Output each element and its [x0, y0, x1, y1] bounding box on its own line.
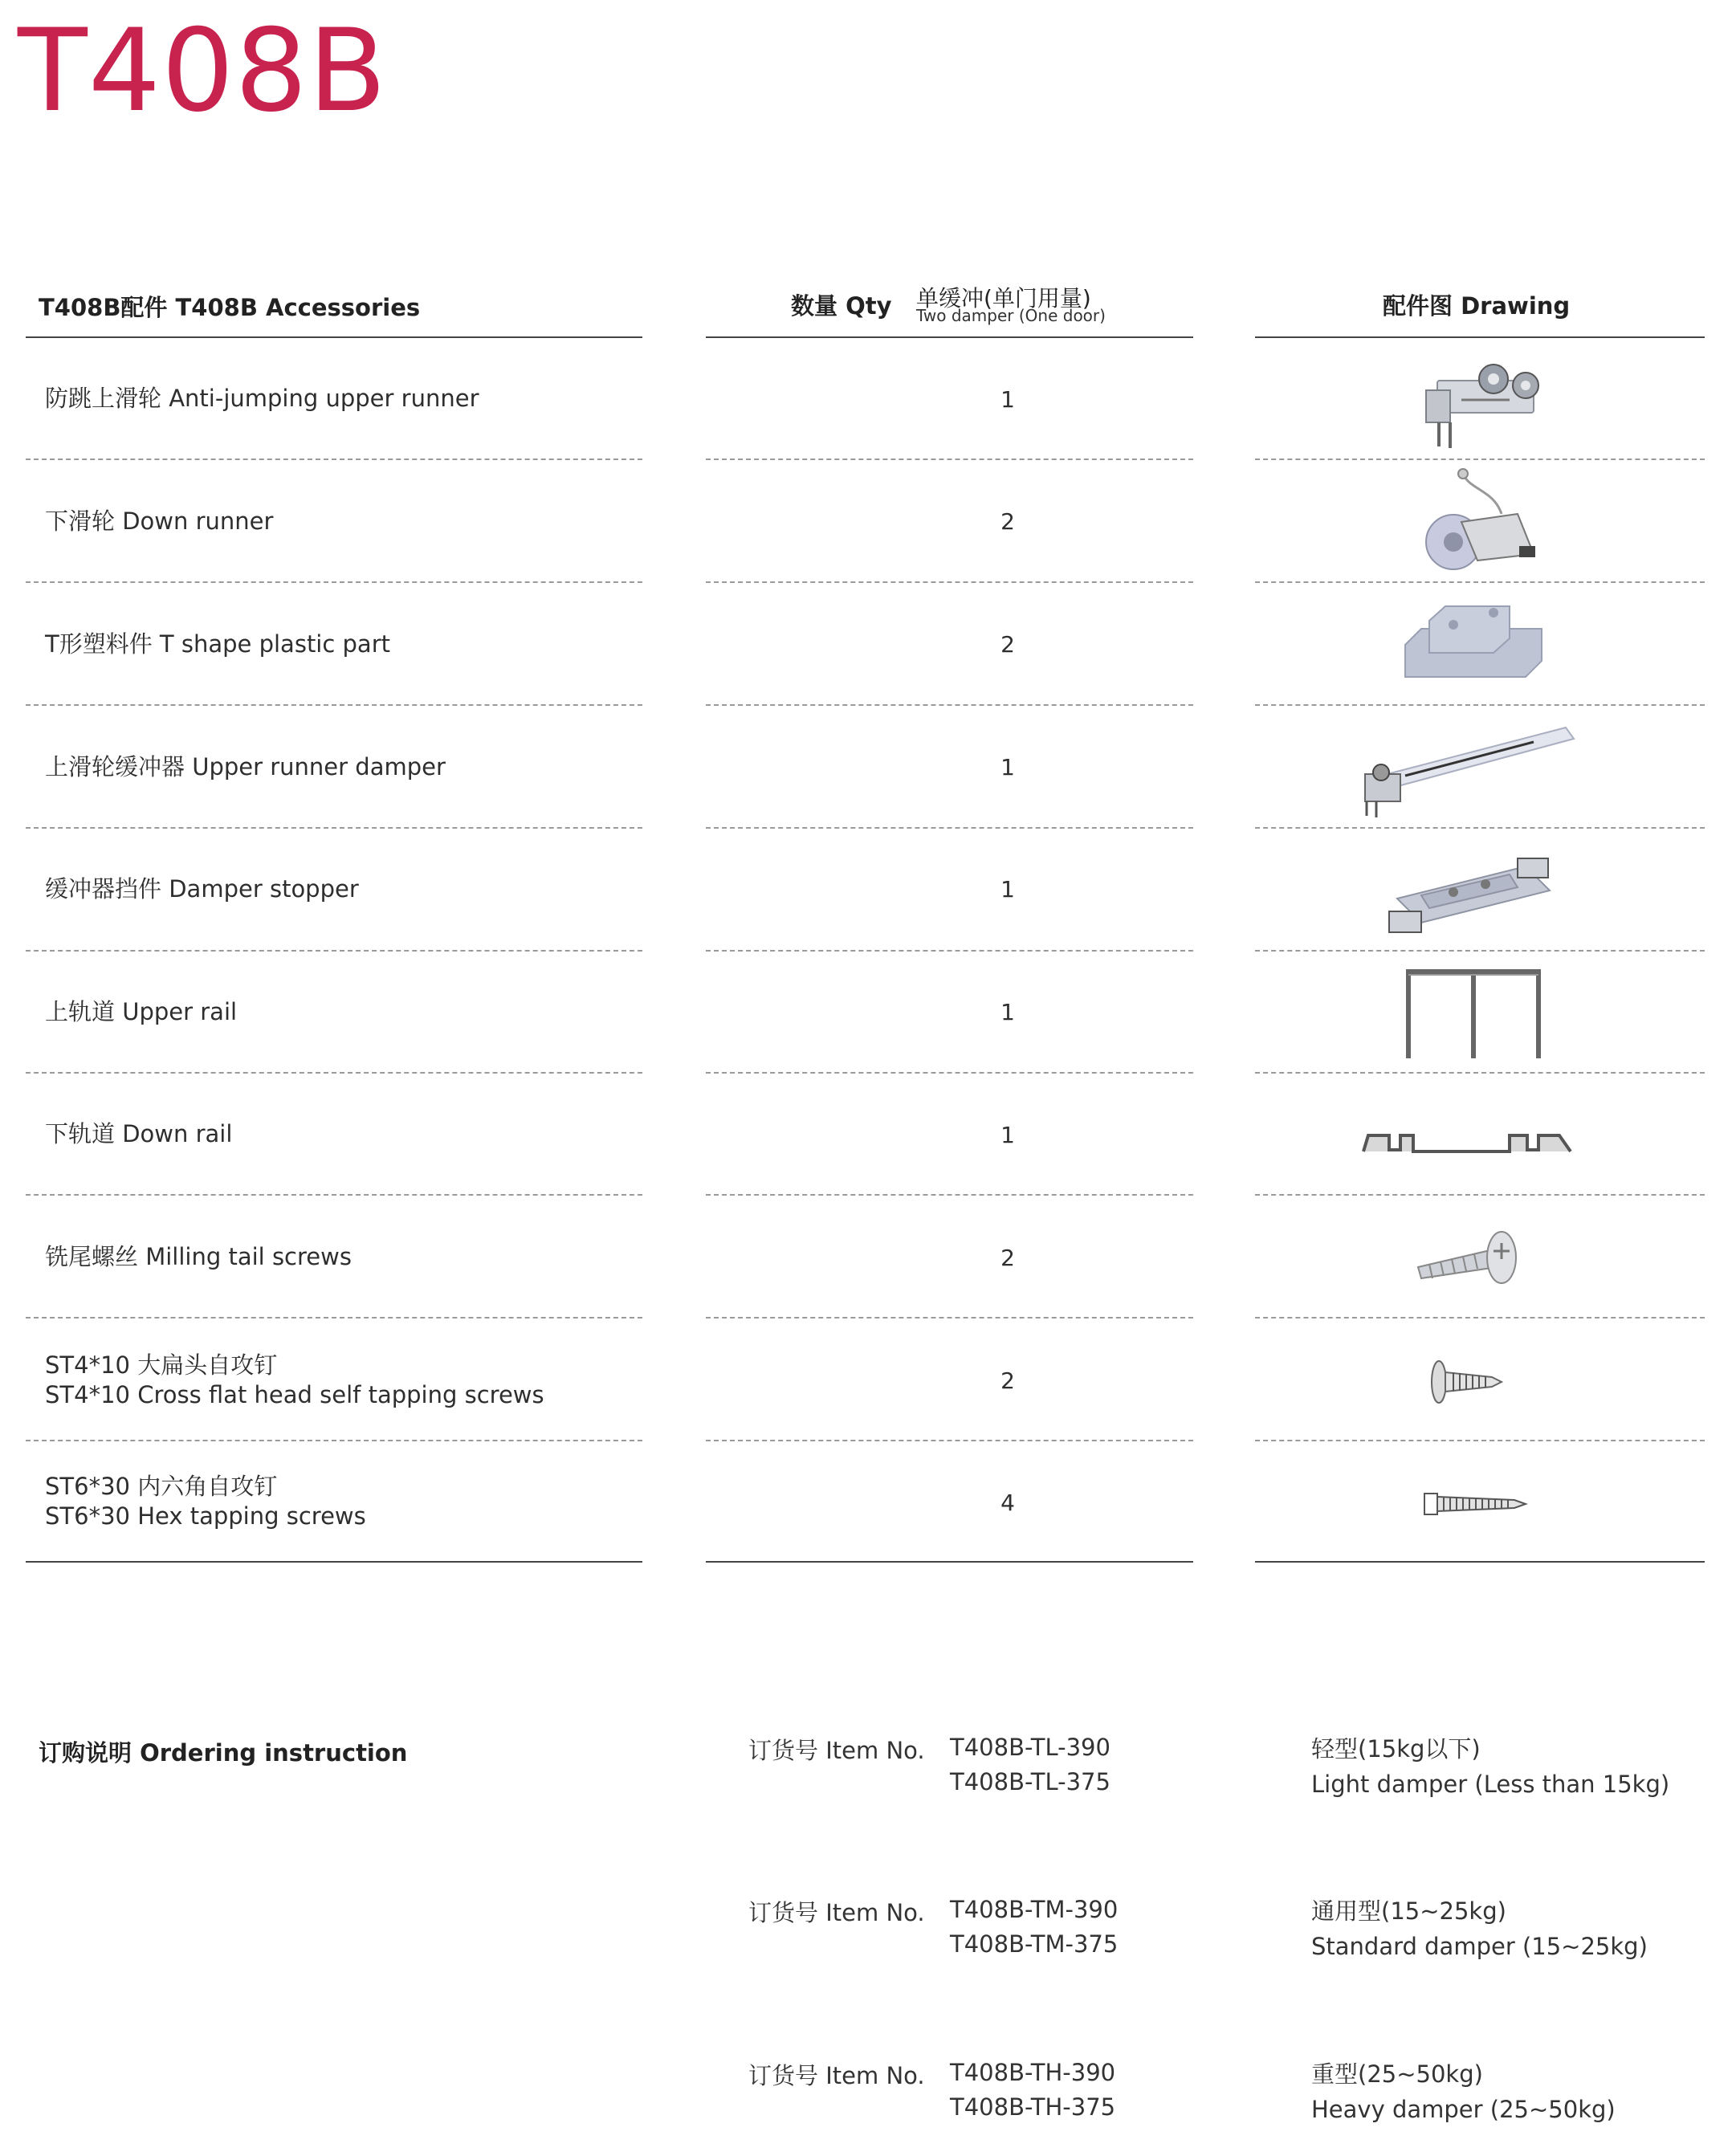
part-name: 下滑轮 Down runner — [45, 507, 274, 535]
row-divider — [706, 1440, 1193, 1441]
row-divider — [26, 1317, 642, 1318]
row-divider — [1255, 1317, 1705, 1318]
table-bottom-rule-middle — [706, 1561, 1193, 1563]
qty-header: 数量 Qty — [791, 292, 892, 320]
milling-tail-screw-icon — [1333, 1199, 1606, 1315]
row-divider — [26, 1440, 642, 1441]
part-qty: 2 — [1000, 631, 1015, 658]
table-bottom-rule-left — [26, 1561, 642, 1563]
row-divider — [706, 1317, 1193, 1318]
down-runner-icon — [1333, 463, 1606, 580]
row-divider — [706, 950, 1193, 952]
row-divider — [706, 1072, 1193, 1074]
damper-type-en: Light damper (Less than 15kg) — [1311, 1771, 1670, 1798]
row-divider — [706, 459, 1193, 460]
damper-stopper-icon — [1333, 832, 1606, 948]
item-code: T408B-TL-390 — [950, 1734, 1110, 1761]
table-bottom-rule-right — [1255, 1561, 1705, 1563]
drawing-header: 配件图 Drawing — [1383, 292, 1571, 320]
part-qty: 1 — [1000, 754, 1015, 780]
part-name: T形塑料件 T shape plastic part — [45, 630, 391, 658]
down-rail-icon — [1333, 1077, 1606, 1193]
row-divider — [26, 459, 642, 460]
item-code: T408B-TL-375 — [950, 1768, 1110, 1795]
qty-subheader-note: Two damper (One door) — [916, 306, 1106, 325]
row-divider — [1255, 950, 1705, 952]
row-divider — [1255, 581, 1705, 583]
header-rule-right — [1255, 336, 1705, 338]
part-qty: 1 — [1000, 1122, 1015, 1148]
damper-type-en: Standard damper (15~25kg) — [1311, 1933, 1648, 1960]
row-divider — [1255, 827, 1705, 829]
ordering-heading: 订购说明 Ordering instruction — [39, 1739, 408, 1767]
part-qty: 1 — [1000, 876, 1015, 903]
part-name-secondary: ST4*10 Cross flat head self tapping screws — [45, 1381, 544, 1408]
part-name: ST4*10 大扁头自攻钉 — [45, 1351, 278, 1379]
part-qty: 1 — [1000, 999, 1015, 1025]
row-divider — [1255, 459, 1705, 460]
header-rule-left — [26, 336, 642, 338]
part-qty: 2 — [1000, 1367, 1015, 1394]
row-divider — [706, 1194, 1193, 1196]
row-divider — [1255, 704, 1705, 706]
part-name: 铣尾螺丝 Milling tail screws — [45, 1243, 352, 1270]
damper-type-en: Heavy damper (25~50kg) — [1311, 2096, 1616, 2123]
damper-type-cn: 重型(25~50kg) — [1311, 2060, 1483, 2088]
header-rule-middle — [706, 336, 1193, 338]
part-name: 防跳上滑轮 Anti-jumping upper runner — [45, 385, 479, 412]
item-code: T408B-TM-375 — [950, 1930, 1119, 1958]
row-divider — [1255, 1440, 1705, 1441]
part-qty: 2 — [1000, 1245, 1015, 1271]
upper-runner-icon — [1333, 341, 1606, 458]
row-divider — [26, 950, 642, 952]
part-name: 下轨道 Down rail — [45, 1120, 233, 1147]
damper-type-cn: 通用型(15~25kg) — [1311, 1897, 1506, 1925]
row-divider — [26, 704, 642, 706]
part-name-secondary: ST6*30 Hex tapping screws — [45, 1502, 366, 1530]
item-no-label: 订货号 Item No. — [748, 1899, 925, 1926]
item-code: T408B-TM-390 — [950, 1896, 1119, 1923]
row-divider — [26, 1072, 642, 1074]
qty-subheader-title: 单缓冲(单门用量) — [916, 285, 1091, 312]
row-divider — [26, 827, 642, 829]
item-code: T408B-TH-375 — [950, 2093, 1116, 2121]
row-divider — [26, 581, 642, 583]
accessories-header: T408B配件 T408B Accessories — [39, 294, 421, 321]
row-divider — [1255, 1194, 1705, 1196]
cross-flat-head-screw-icon — [1333, 1322, 1606, 1438]
page-title: T408B — [18, 5, 388, 137]
row-divider — [26, 1194, 642, 1196]
row-divider — [706, 827, 1193, 829]
part-qty: 1 — [1000, 386, 1015, 413]
row-divider — [706, 704, 1193, 706]
row-divider — [1255, 1072, 1705, 1074]
upper-runner-damper-icon — [1333, 709, 1606, 825]
hex-tapping-screw-icon — [1333, 1445, 1606, 1561]
row-divider — [706, 581, 1193, 583]
item-no-label: 订货号 Item No. — [748, 2062, 925, 2089]
damper-type-cn: 轻型(15kg以下) — [1311, 1735, 1481, 1763]
part-name: 缓冲器挡件 Damper stopper — [45, 875, 359, 903]
part-qty: 2 — [1000, 508, 1015, 535]
part-qty: 4 — [1000, 1490, 1015, 1516]
part-name: 上轨道 Upper rail — [45, 998, 238, 1025]
item-no-label: 订货号 Item No. — [748, 1737, 925, 1764]
item-code: T408B-TH-390 — [950, 2059, 1116, 2086]
t-shape-plastic-part-icon — [1333, 586, 1606, 703]
upper-rail-icon — [1333, 955, 1606, 1071]
part-name: ST6*30 内六角自攻钉 — [45, 1473, 278, 1500]
part-name: 上滑轮缓冲器 Upper runner damper — [45, 753, 446, 780]
